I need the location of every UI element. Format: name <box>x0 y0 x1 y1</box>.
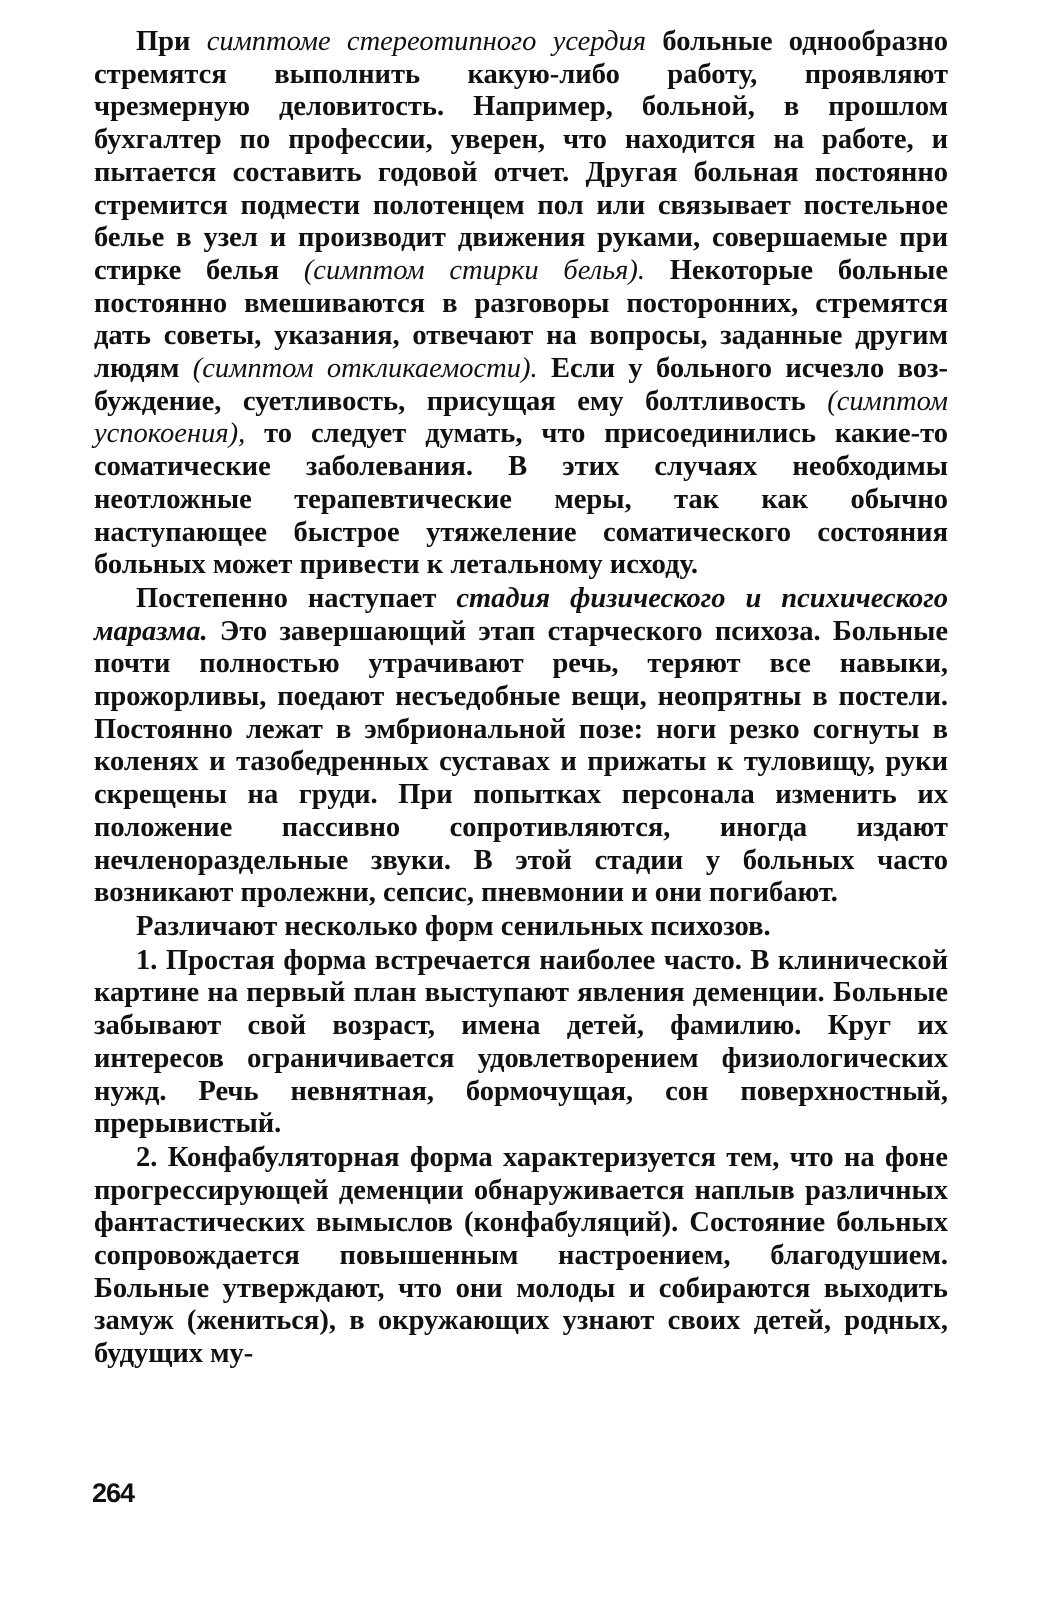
text-run: больные однообразно стремятся выполнить какую-либо работу, проявляют чрезмерную деловитость. Например, больной, в прошлом бухгалтер по профессии, уверен, что находится на работе, и пытается составить годовой отчет. Другая больная постоянно стремится подмести полотенцем пол или связывает постельное белье в узел и производит движения руками, совершаемые при стирке белья <box>94 26 948 286</box>
text-run: Это завершающий этап старческого психоза. Больные почти полностью утрачивают речь, теряют все навыки, прожорливы, поедают несъедобные вещи, неопрятны в постели. Постоянно лежат в эмбриональной позе: ноги резко согнуты в коленях и тазобедренных суставах и прижаты к туловищу, руки скрещены на груди. При попытках персонала изменить их положение пассивно сопротивляются, иногда издают нечленораздельные звуки. В этой стадии у больных часто возникают пролежни, сепсис, пневмонии и они погибают. <box>94 615 948 909</box>
text-run: Постепенно наступает <box>136 582 457 614</box>
paragraph-simple-form: 1. Простая форма встречается наиболее часто. В клинической картине на первый план выступают явления деменции. Больные забывают свой возраст, имена детей, фамилию. Круг их интересов ограничивается удовлетворением физиологических нужд. Речь невнятная, бормочущая, сон поверхностный, прерывистый. <box>94 944 948 1140</box>
page-number: 264 <box>92 1478 135 1508</box>
text-run: то следует думать, что присоединились какие-то соматические заболевания. В этих случаях необходимы неотложные терапевтические меры, так как обычно наступающее быстрое утяжеление соматического состояния больных может привести к летальному исходу. <box>94 418 948 581</box>
text-run: При <box>136 26 207 57</box>
text-run: Если у больного исчезло возбуждение, суетливость, присущая ему болтливость <box>94 353 948 417</box>
term-stereotypic-zeal: симптоме стереотипного усердия <box>206 26 647 57</box>
term-laundry-symptom: (симптом стирки белья). <box>303 254 645 286</box>
paragraph-marasmus-stage <box>94 583 948 910</box>
text-run: Некоторые больные постоянно вмешиваются в разговоры посторонних, стремятся дать советы, указания, отвечают на вопросы, заданные другим людям <box>94 254 948 385</box>
term-responsiveness-symptom: (симптом откликаемости). <box>192 353 538 385</box>
term-marasmus-stage: стадия физического и психического маразма. <box>94 582 948 647</box>
paragraph-forms-intro: Различают несколько форм сенильных психозов. <box>136 910 771 942</box>
paragraph-symptoms <box>94 26 948 582</box>
term-calming-symptom: (симптом успокоения), <box>94 385 948 450</box>
page-body <box>94 26 948 1371</box>
paragraph-confabulatory-form: 2. Конфабуляторная форма характеризуется тем, что на фоне прогрессирующей деменции обнаруживается наплыв различных фантастических вымыслов (конфабуляций). Состояние больных сопровождается повышенным настроением, благодушием. Больные утверждают, что они молоды и собираются выходить замуж (жениться), в окружающих узнают своих детей, родных, будущих му- <box>94 1141 948 1370</box>
